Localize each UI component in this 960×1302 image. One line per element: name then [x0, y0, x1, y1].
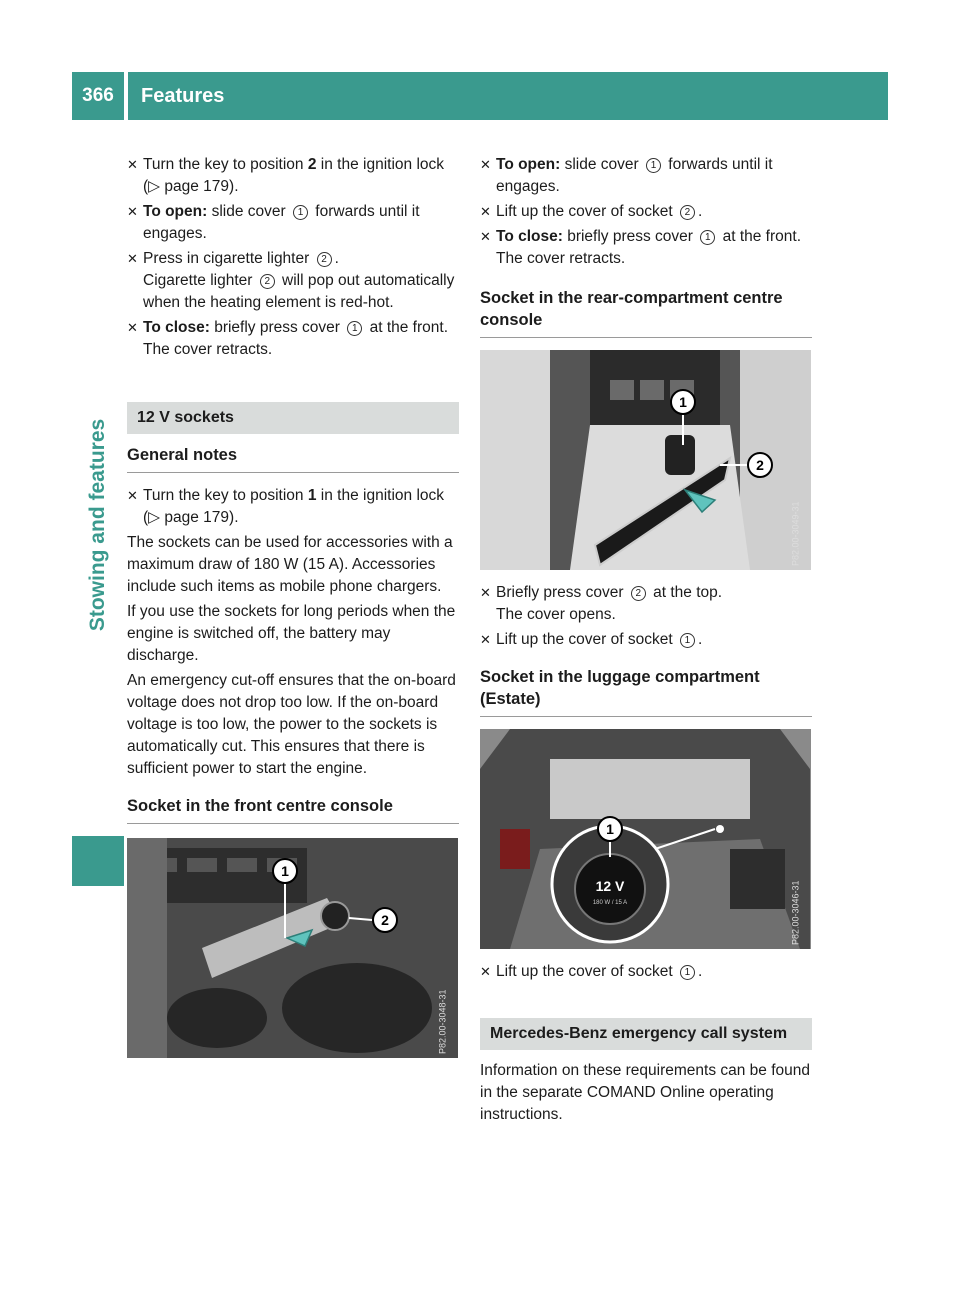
figure-reference: P82.00-3048-31: [438, 989, 448, 1054]
instruction-step: ✕ Turn the key to position 1 in the ignition lock (▷ page 179).: [127, 487, 445, 526]
step-marker-icon: ✕: [127, 251, 138, 266]
left-column: [127, 154, 459, 1058]
callout-number: 2: [631, 586, 646, 601]
instruction-step: ✕ Lift up the cover of socket 2 .: [480, 201, 812, 223]
right-column: [480, 154, 812, 1129]
socket-sub-label: 180 W / 15 A: [592, 900, 628, 906]
step-marker-icon: ✕: [127, 320, 138, 335]
callout-number: 2: [317, 252, 332, 267]
svg-text:1: 1: [606, 821, 614, 837]
instruction-step: ✕ To open: slide cover 1 forwards until it engages.: [127, 203, 420, 242]
figure-reference: P82.00-3046-31: [791, 880, 801, 945]
instruction-step: ✕ To close: briefly press cover 1 at the front. The cover retracts.: [127, 319, 448, 358]
step-marker-icon: ✕: [480, 585, 491, 600]
callout-number: 1: [293, 205, 308, 220]
page-number: 366: [72, 72, 124, 120]
step-marker-icon: ✕: [127, 157, 138, 172]
instruction-step: ✕ To open: slide cover 1 forwards until it engages.: [480, 156, 773, 195]
section-heading: 12 V sockets: [127, 402, 459, 434]
step-marker-icon: ✕: [127, 488, 138, 503]
figure-reference: P82.00-3049-31: [791, 501, 801, 566]
side-tab-label: Stowing and features: [86, 418, 110, 632]
luggage-compartment-figure: [480, 729, 811, 949]
subsection-heading: Socket in the front centre console: [127, 795, 459, 824]
svg-text:2: 2: [756, 457, 764, 473]
step-marker-icon: ✕: [480, 964, 491, 979]
svg-text:1: 1: [281, 863, 289, 879]
subsection-heading: Socket in the luggage compartment (Estate): [480, 666, 812, 717]
svg-text:1: 1: [679, 394, 687, 410]
callout-number: 2: [260, 274, 275, 289]
body-paragraph: If you use the sockets for long periods when the engine is switched off, the battery may discharge.: [127, 603, 456, 664]
instruction-step: ✕ Lift up the cover of socket 1 .: [480, 961, 812, 983]
socket-label: 12 V: [595, 878, 625, 894]
body-paragraph: Information on these requirements can be found in the separate COMAND Online operating instructions.: [480, 1062, 811, 1123]
page-title: Features: [128, 72, 888, 120]
callout-number: 1: [347, 321, 362, 336]
callout-number: 1: [700, 230, 715, 245]
body-paragraph: The sockets can be used for accessories with a maximum draw of 180 W (15 A). Accessories include such items as mobile phone chargers.: [127, 534, 453, 595]
instruction-step: ✕ Briefly press cover 2 at the top. The cover opens.: [480, 584, 723, 623]
step-marker-icon: ✕: [480, 632, 491, 647]
instruction-step: ✕ Press in cigarette lighter 2 . Cigarette lighter 2 will pop out automatically when the heating element is red-hot.: [127, 250, 455, 311]
instruction-step: ✕ Lift up the cover of socket 1 .: [480, 629, 812, 651]
subsection-heading: Socket in the rear-compartment centre console: [480, 287, 812, 338]
step-marker-icon: ✕: [480, 157, 491, 172]
step-marker-icon: ✕: [127, 204, 138, 219]
step-marker-icon: ✕: [480, 204, 491, 219]
body-paragraph: An emergency cut-off ensures that the on-board voltage does not drop too low. If the on-board voltage is too low, the power to the sockets is automatically cut. This ensures that there is sufficient power to start the engine.: [127, 672, 456, 777]
rear-console-figure: [480, 350, 811, 570]
step-marker-icon: ✕: [480, 229, 491, 244]
side-tab-marker: [72, 836, 124, 886]
subsection-heading: General notes: [127, 444, 459, 473]
section-heading: Mercedes-Benz emergency call system: [480, 1018, 812, 1050]
front-console-figure: [127, 838, 458, 1058]
callout-number: 2: [680, 205, 695, 220]
callout-number: 1: [646, 158, 661, 173]
callout-number: 1: [680, 633, 695, 648]
svg-text:2: 2: [381, 912, 389, 928]
instruction-step: ✕ Turn the key to position 2 in the ignition lock (▷ page 179).: [127, 156, 445, 195]
instruction-step: ✕ To close: briefly press cover 1 at the front. The cover retracts.: [480, 228, 801, 267]
callout-number: 1: [680, 965, 695, 980]
section-side-tab: [72, 230, 124, 820]
